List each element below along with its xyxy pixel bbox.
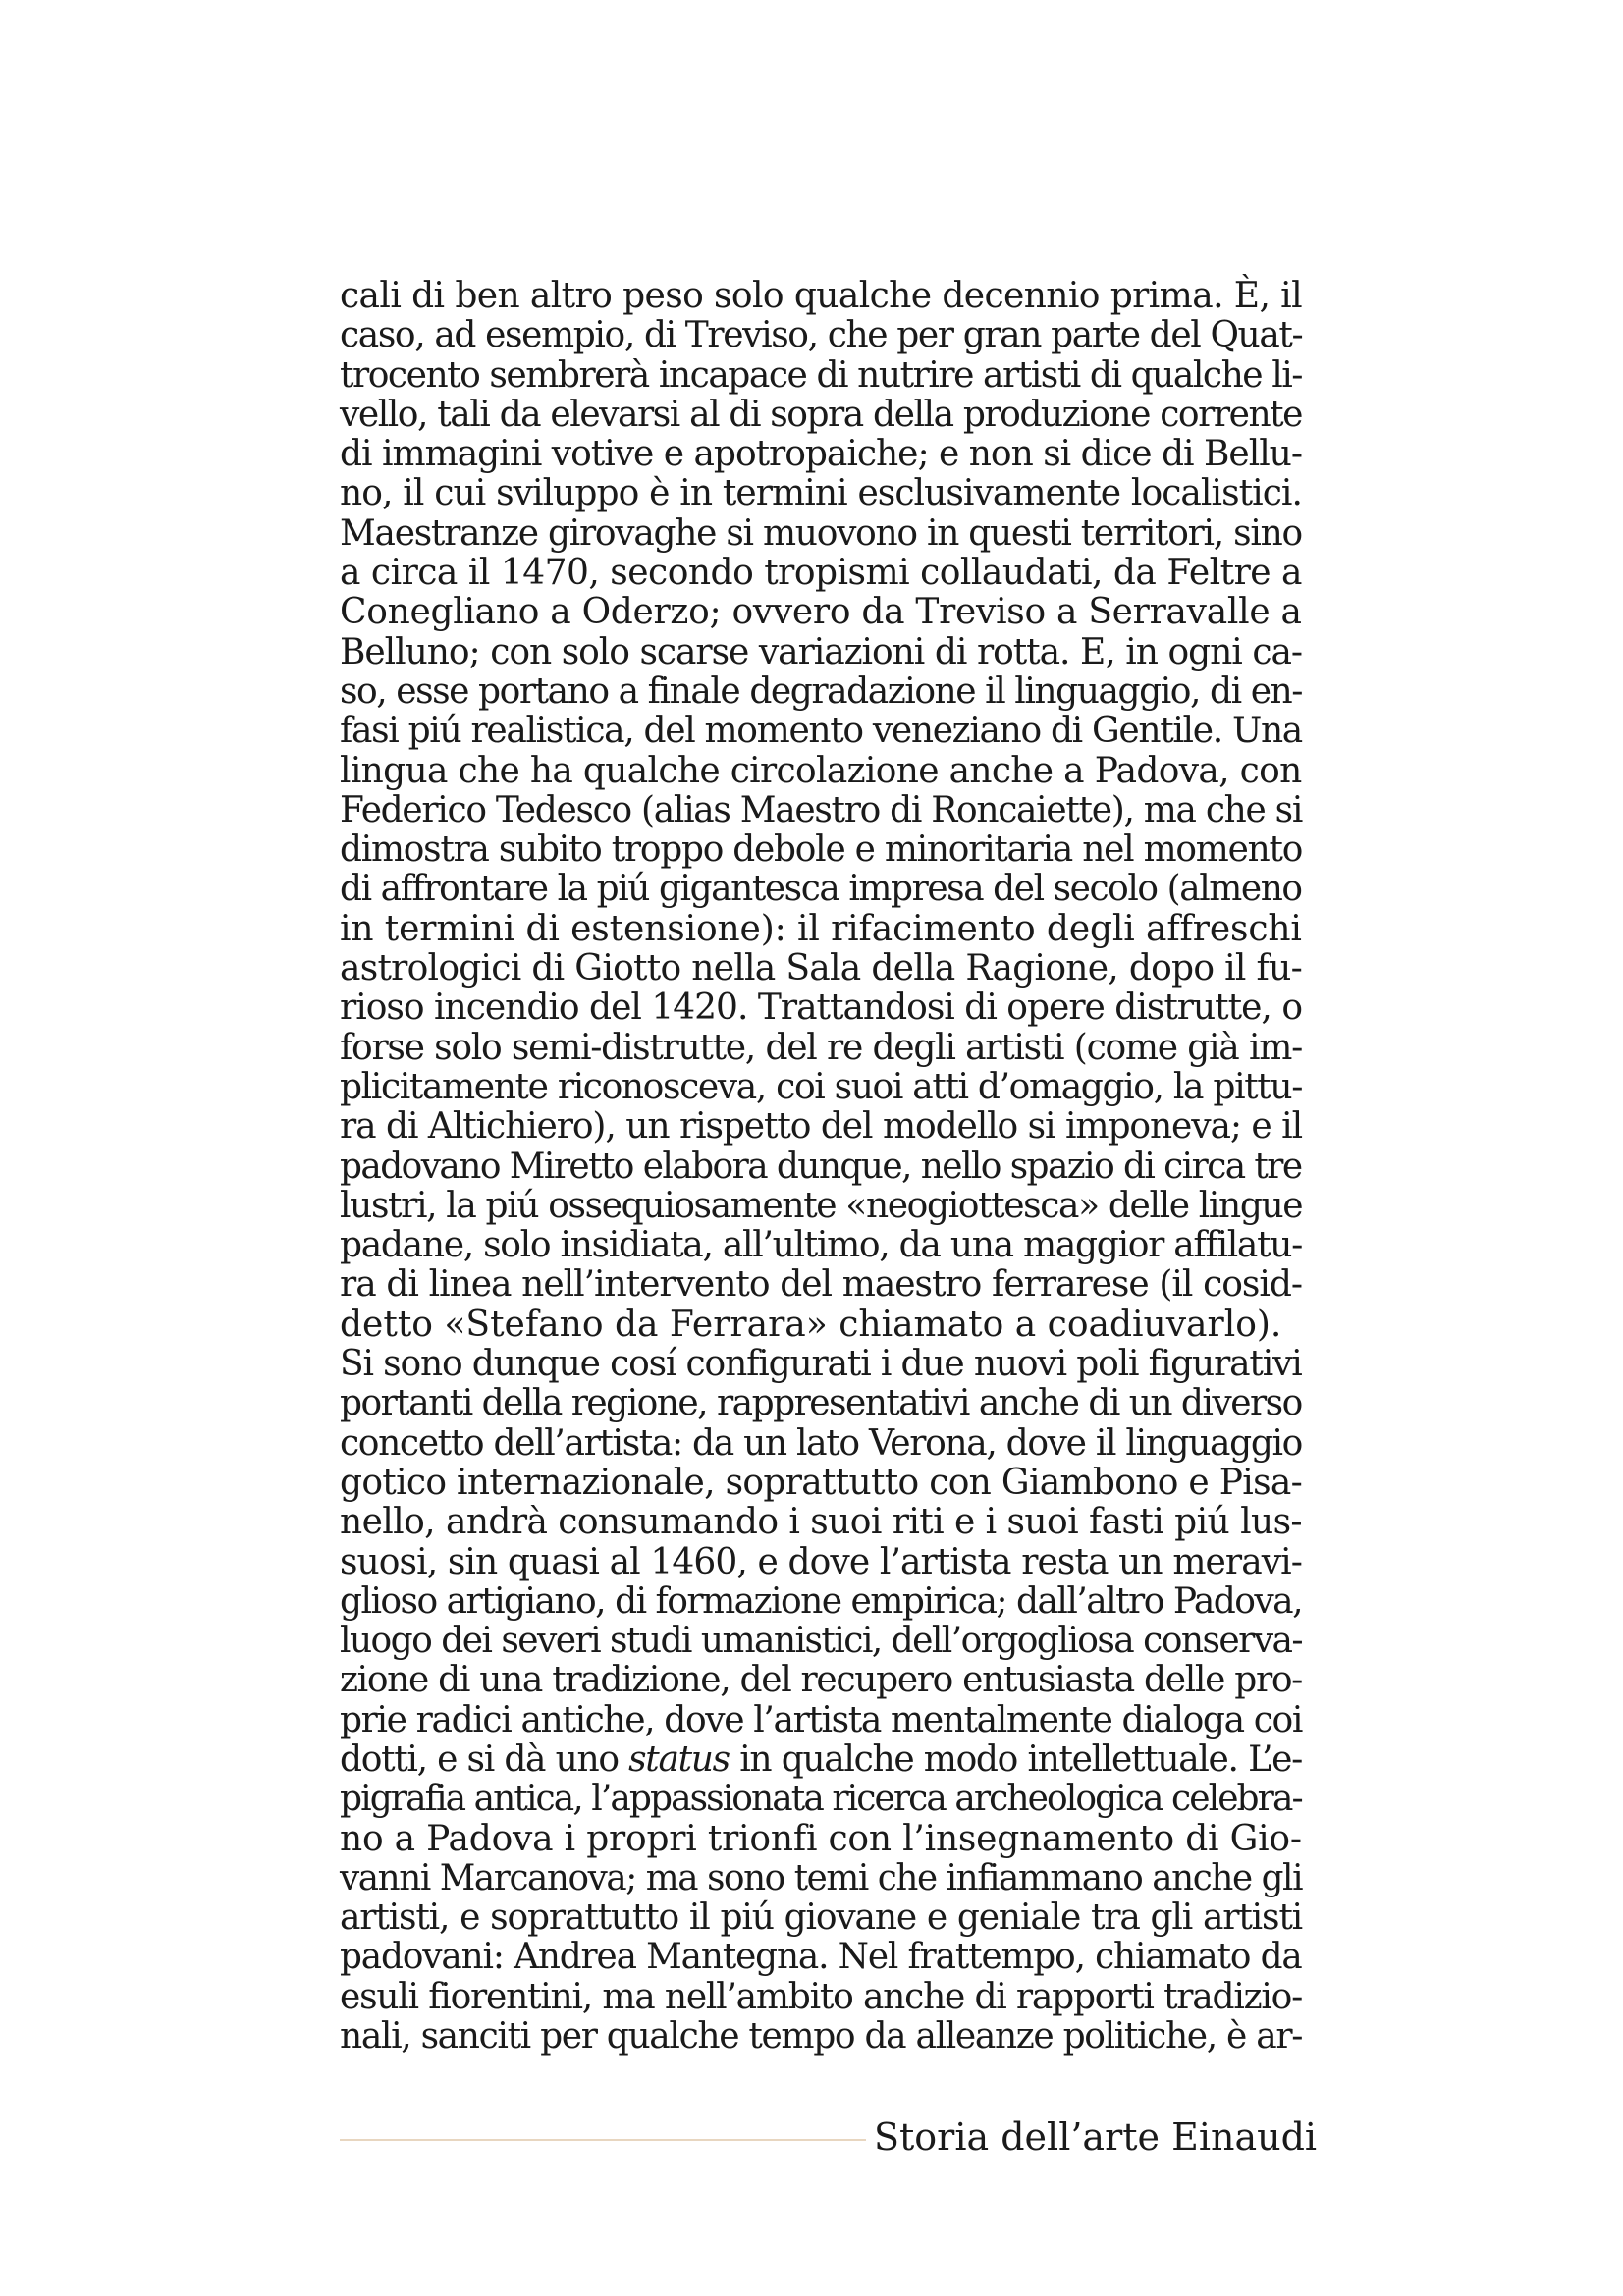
text-line: Federico Tedesco (alias Maestro di Roncaiette), ma che si (340, 789, 1303, 830)
text-line: forse solo semi-distrutte, del re degli artisti (come già im- (340, 1027, 1302, 1068)
text-line: Si sono dunque cosí configurati i due nuovi poli figurativi (340, 1344, 1302, 1385)
text-fragment: in qualche modo intellettuale. L’e- (729, 1738, 1302, 1780)
text-line: prie radici antiche, dove l’artista mentalmente dialoga coi (340, 1699, 1302, 1740)
text-line: ra di linea nell’intervento del maestro ferrarese (il cosid- (340, 1264, 1302, 1306)
text-line: portanti della regione, rappresentativi anche di un diverso (340, 1383, 1302, 1424)
text-line: padane, solo insidiata, all’ultimo, da una maggior affilatu- (340, 1225, 1302, 1266)
text-line: trocento sembrerà incapace di nutrire artisti di qualche li- (340, 354, 1302, 396)
text-line: lustri, la piú ossequiosamente «neogiottesca» delle lingue (340, 1185, 1303, 1226)
text-line: detto «Stefano da Ferrara» chiamato a coadiuvarlo). (340, 1304, 1282, 1345)
text-line: esuli fiorentini, ma nell’ambito anche di rapporti tradizio- (340, 1976, 1302, 2017)
text-line: rioso incendio del 1420. Trattandosi di opere distrutte, o (340, 988, 1302, 1029)
text-line: caso, ad esempio, di Treviso, che per gran parte del Quat- (340, 315, 1303, 356)
text-line: no, il cui sviluppo è in termini esclusivamente localistici. (340, 473, 1302, 514)
text-line: nello, andrà consumando i suoi riti e i suoi fasti piú lus- (340, 1502, 1302, 1543)
text-line: no a Padova i propri trionfi con l’insegnamento di Gio- (340, 1818, 1302, 1859)
footer-rule (340, 2139, 866, 2141)
text-line: nali, sanciti per qualche tempo da alleanze politiche, è ar- (340, 2016, 1302, 2057)
footer-title: Storia dell’arte Einaudi (874, 2115, 1318, 2159)
text-line: in termini di estensione): il rifacimento degli affreschi (340, 908, 1302, 949)
text-line: di immagini votive e apotropaiche; e non si dice di Bellu- (340, 434, 1302, 475)
text-line: luogo dei severi studi umanistici, dell’orgogliosa conserva- (340, 1621, 1302, 1662)
text-line: dimostra subito troppo debole e minoritaria nel momento (340, 829, 1303, 871)
text-line: artisti, e soprattutto il piú giovane e geniale tra gli artisti (340, 1897, 1302, 1939)
text-line: vello, tali da elevarsi al di sopra della produzione corrente (340, 394, 1302, 435)
text-line: a circa il 1470, secondo tropismi collaudati, da Feltre a (340, 553, 1302, 594)
text-line: plicitamente riconosceva, coi suoi atti d’omaggio, la pittu- (340, 1066, 1302, 1107)
italic-term: status (628, 1738, 730, 1780)
text-line: zione di una tradizione, del recupero entusiasta delle pro- (340, 1660, 1302, 1701)
text-line (340, 1740, 1302, 1780)
text-line: vanni Marcanova; ma sono temi che infiammano anche gli (340, 1857, 1303, 1898)
text-line: astrologici di Giotto nella Sala della Ragione, dopo il fu- (340, 948, 1302, 989)
text-line: concetto dell’artista: da un lato Verona, dove il linguaggio (340, 1422, 1302, 1464)
text-line: Belluno; con solo scarse variazioni di rotta. E, in ogni ca- (340, 631, 1302, 672)
text-line: Conegliano a Oderzo; ovvero da Treviso a Serravalle a (340, 592, 1302, 633)
text-line: Maestranze girovaghe si muovono in questi territori, sino (340, 512, 1302, 554)
body-text (340, 277, 1302, 2056)
text-line: gotico internazionale, soprattutto con Giambono e Pisa- (340, 1462, 1303, 1503)
text-line: so, esse portano a finale degradazione il linguaggio, di en- (340, 670, 1302, 712)
text-line: lingua che ha qualche circolazione anche a Padova, con (340, 750, 1302, 791)
text-line: suosi, sin quasi al 1460, e dove l’artista resta un meravi- (340, 1541, 1302, 1582)
text-fragment: dotti, e si dà uno (340, 1738, 629, 1780)
text-line: ra di Altichiero), un rispetto del modello si imponeva; e il (340, 1106, 1302, 1148)
text-line: fasi piú realistica, del momento veneziano di Gentile. Una (340, 711, 1302, 752)
text-line: cali di ben altro peso solo qualche decennio prima. È, il (340, 276, 1302, 316)
text-line: padovano Miretto elabora dunque, nello spazio di circa tre (340, 1146, 1302, 1187)
text-line: di affrontare la piú gigantesca impresa del secolo (almeno (340, 869, 1302, 910)
text-line: pigrafia antica, l’appassionata ricerca archeologica celebra- (340, 1779, 1302, 1820)
text-line: glioso artigiano, di formazione empirica; dall’altro Padova, (340, 1580, 1302, 1622)
text-line: padovani: Andrea Mantegna. Nel frattempo, chiamato da (340, 1937, 1302, 1978)
